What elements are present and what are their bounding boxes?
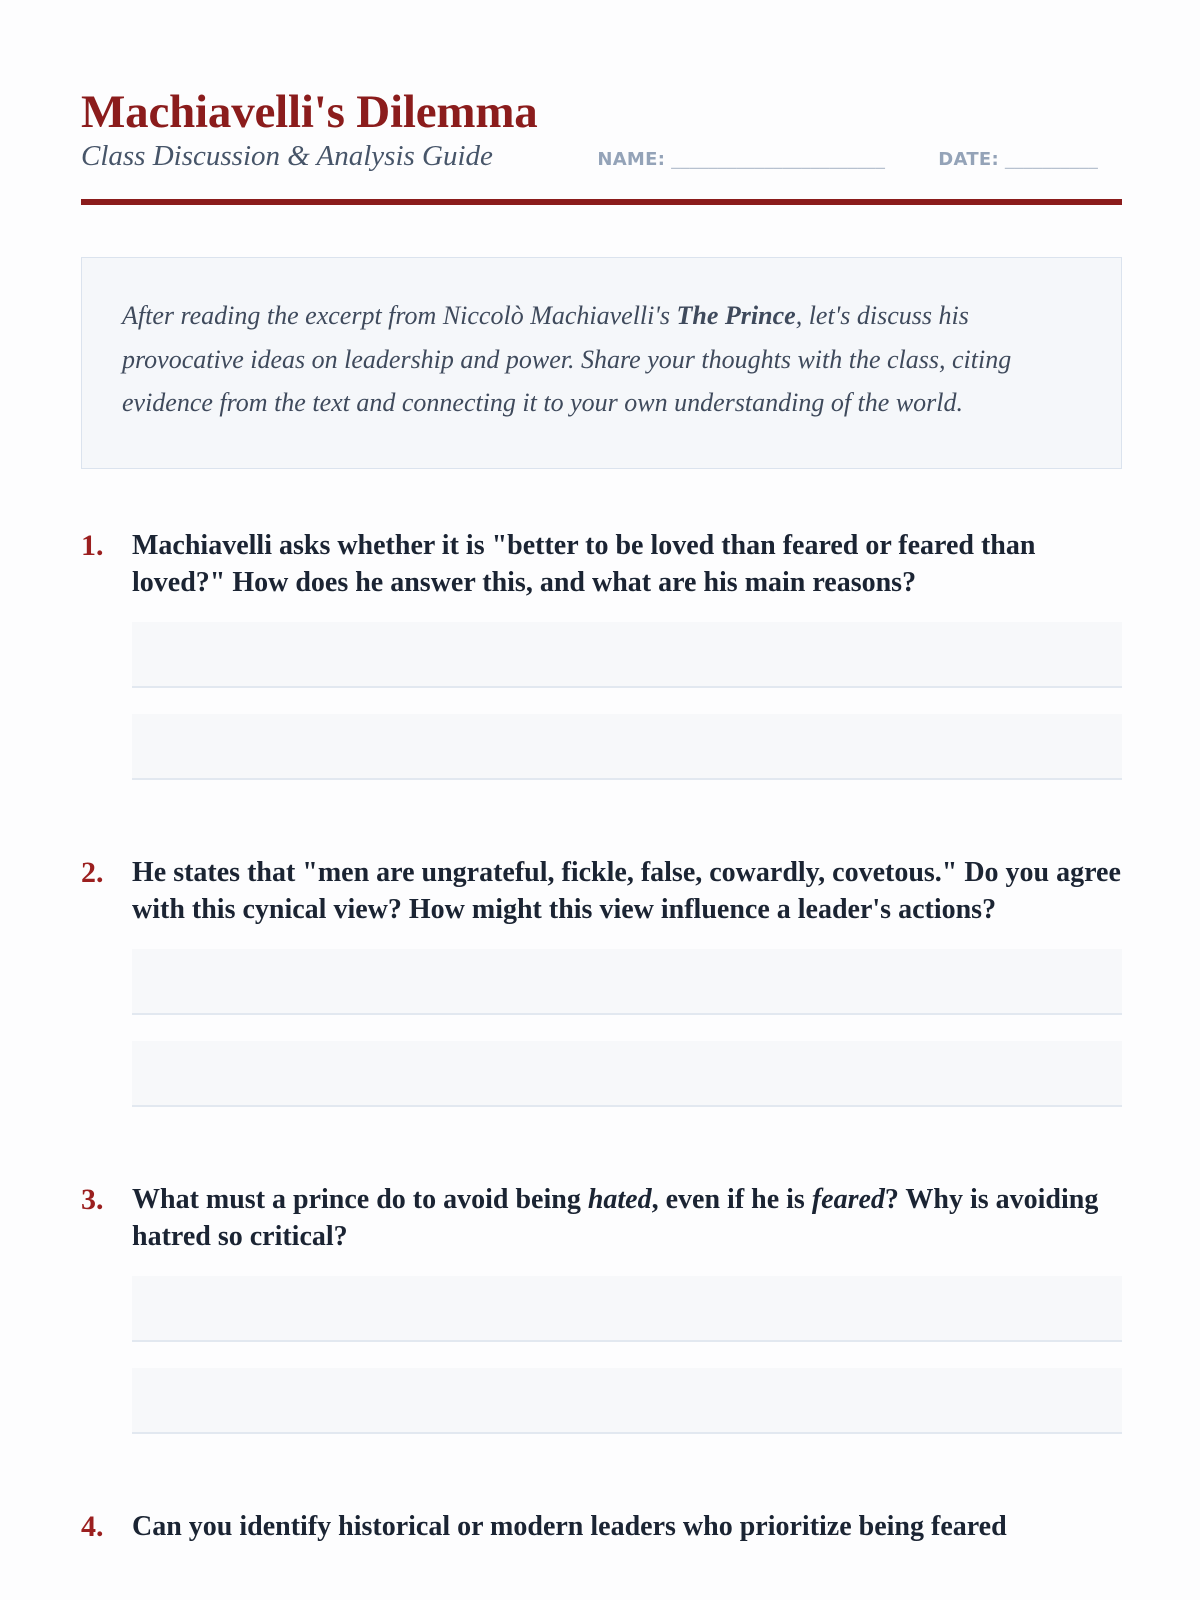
date-blank: __________	[1005, 149, 1098, 170]
question-number: 1.	[81, 529, 104, 562]
date-field[interactable]	[938, 149, 1098, 170]
name-blank: _______________________	[671, 149, 886, 170]
emphasis-feared: feared	[811, 1184, 885, 1215]
question-4	[81, 1508, 1122, 1545]
question-body	[132, 527, 1122, 780]
question-number: 2.	[81, 856, 104, 889]
page-subtitle: Class Discussion & Analysis Guide	[81, 140, 493, 172]
worksheet-header	[81, 0, 1098, 205]
question-text: Can you identify historical or modern leaders who prioritize being feared	[132, 1511, 1007, 1542]
question-text: He states that "men are ungrateful, fickle, false, cowardly, covetous." Do you agree with this cynical view? How might this view influence a leader's actions?	[132, 857, 1121, 925]
question-block-1	[81, 527, 1122, 780]
question-text	[132, 1181, 1122, 1255]
answer-line[interactable]	[132, 1368, 1122, 1434]
question-text-part: ? Why is avoiding hatred so critical?	[132, 1184, 1099, 1252]
book-title: The Prince	[676, 301, 796, 330]
name-field[interactable]	[597, 149, 938, 170]
intro-text-end: , let's discuss his provocative ideas on leadership and power. Share your thoughts with the class, citing evidence from the text and connecting it to your own understanding of the world.	[122, 301, 1012, 417]
question-text-part: What must a prince do to avoid being	[132, 1184, 588, 1215]
question-number: 3.	[81, 1183, 104, 1216]
emphasis-hated: hated	[587, 1184, 652, 1215]
question-block-4	[81, 1508, 1122, 1545]
question-3	[81, 1181, 1122, 1434]
page-title: Machiavelli's Dilemma	[81, 86, 538, 138]
question-body	[132, 1508, 1122, 1545]
question-2	[81, 854, 1122, 1107]
answer-line[interactable]	[132, 714, 1122, 780]
date-label: DATE:	[938, 149, 999, 170]
name-label: NAME:	[597, 149, 666, 170]
question-list	[81, 527, 1122, 1545]
question-body	[132, 854, 1122, 1107]
question-text-part: , even if he is	[651, 1184, 812, 1215]
question-1	[81, 527, 1122, 780]
answer-line[interactable]	[132, 1276, 1122, 1342]
question-body	[132, 1181, 1122, 1434]
question-block-2	[81, 854, 1122, 1107]
intro-box	[81, 257, 1122, 469]
answer-line[interactable]	[132, 949, 1122, 1015]
question-number: 4.	[81, 1510, 104, 1543]
question-text: Machiavelli asks whether it is "better to be loved than feared or feared than loved?" How does he answer this, and what are his main reasons?	[132, 530, 1036, 598]
intro-text-start: After reading the excerpt from Niccolò Machiavelli's	[122, 301, 677, 330]
answer-line[interactable]	[132, 622, 1122, 688]
answer-line[interactable]	[132, 1041, 1122, 1107]
header-row	[81, 140, 1098, 184]
question-block-3	[81, 1181, 1122, 1434]
header-divider	[81, 199, 1122, 205]
